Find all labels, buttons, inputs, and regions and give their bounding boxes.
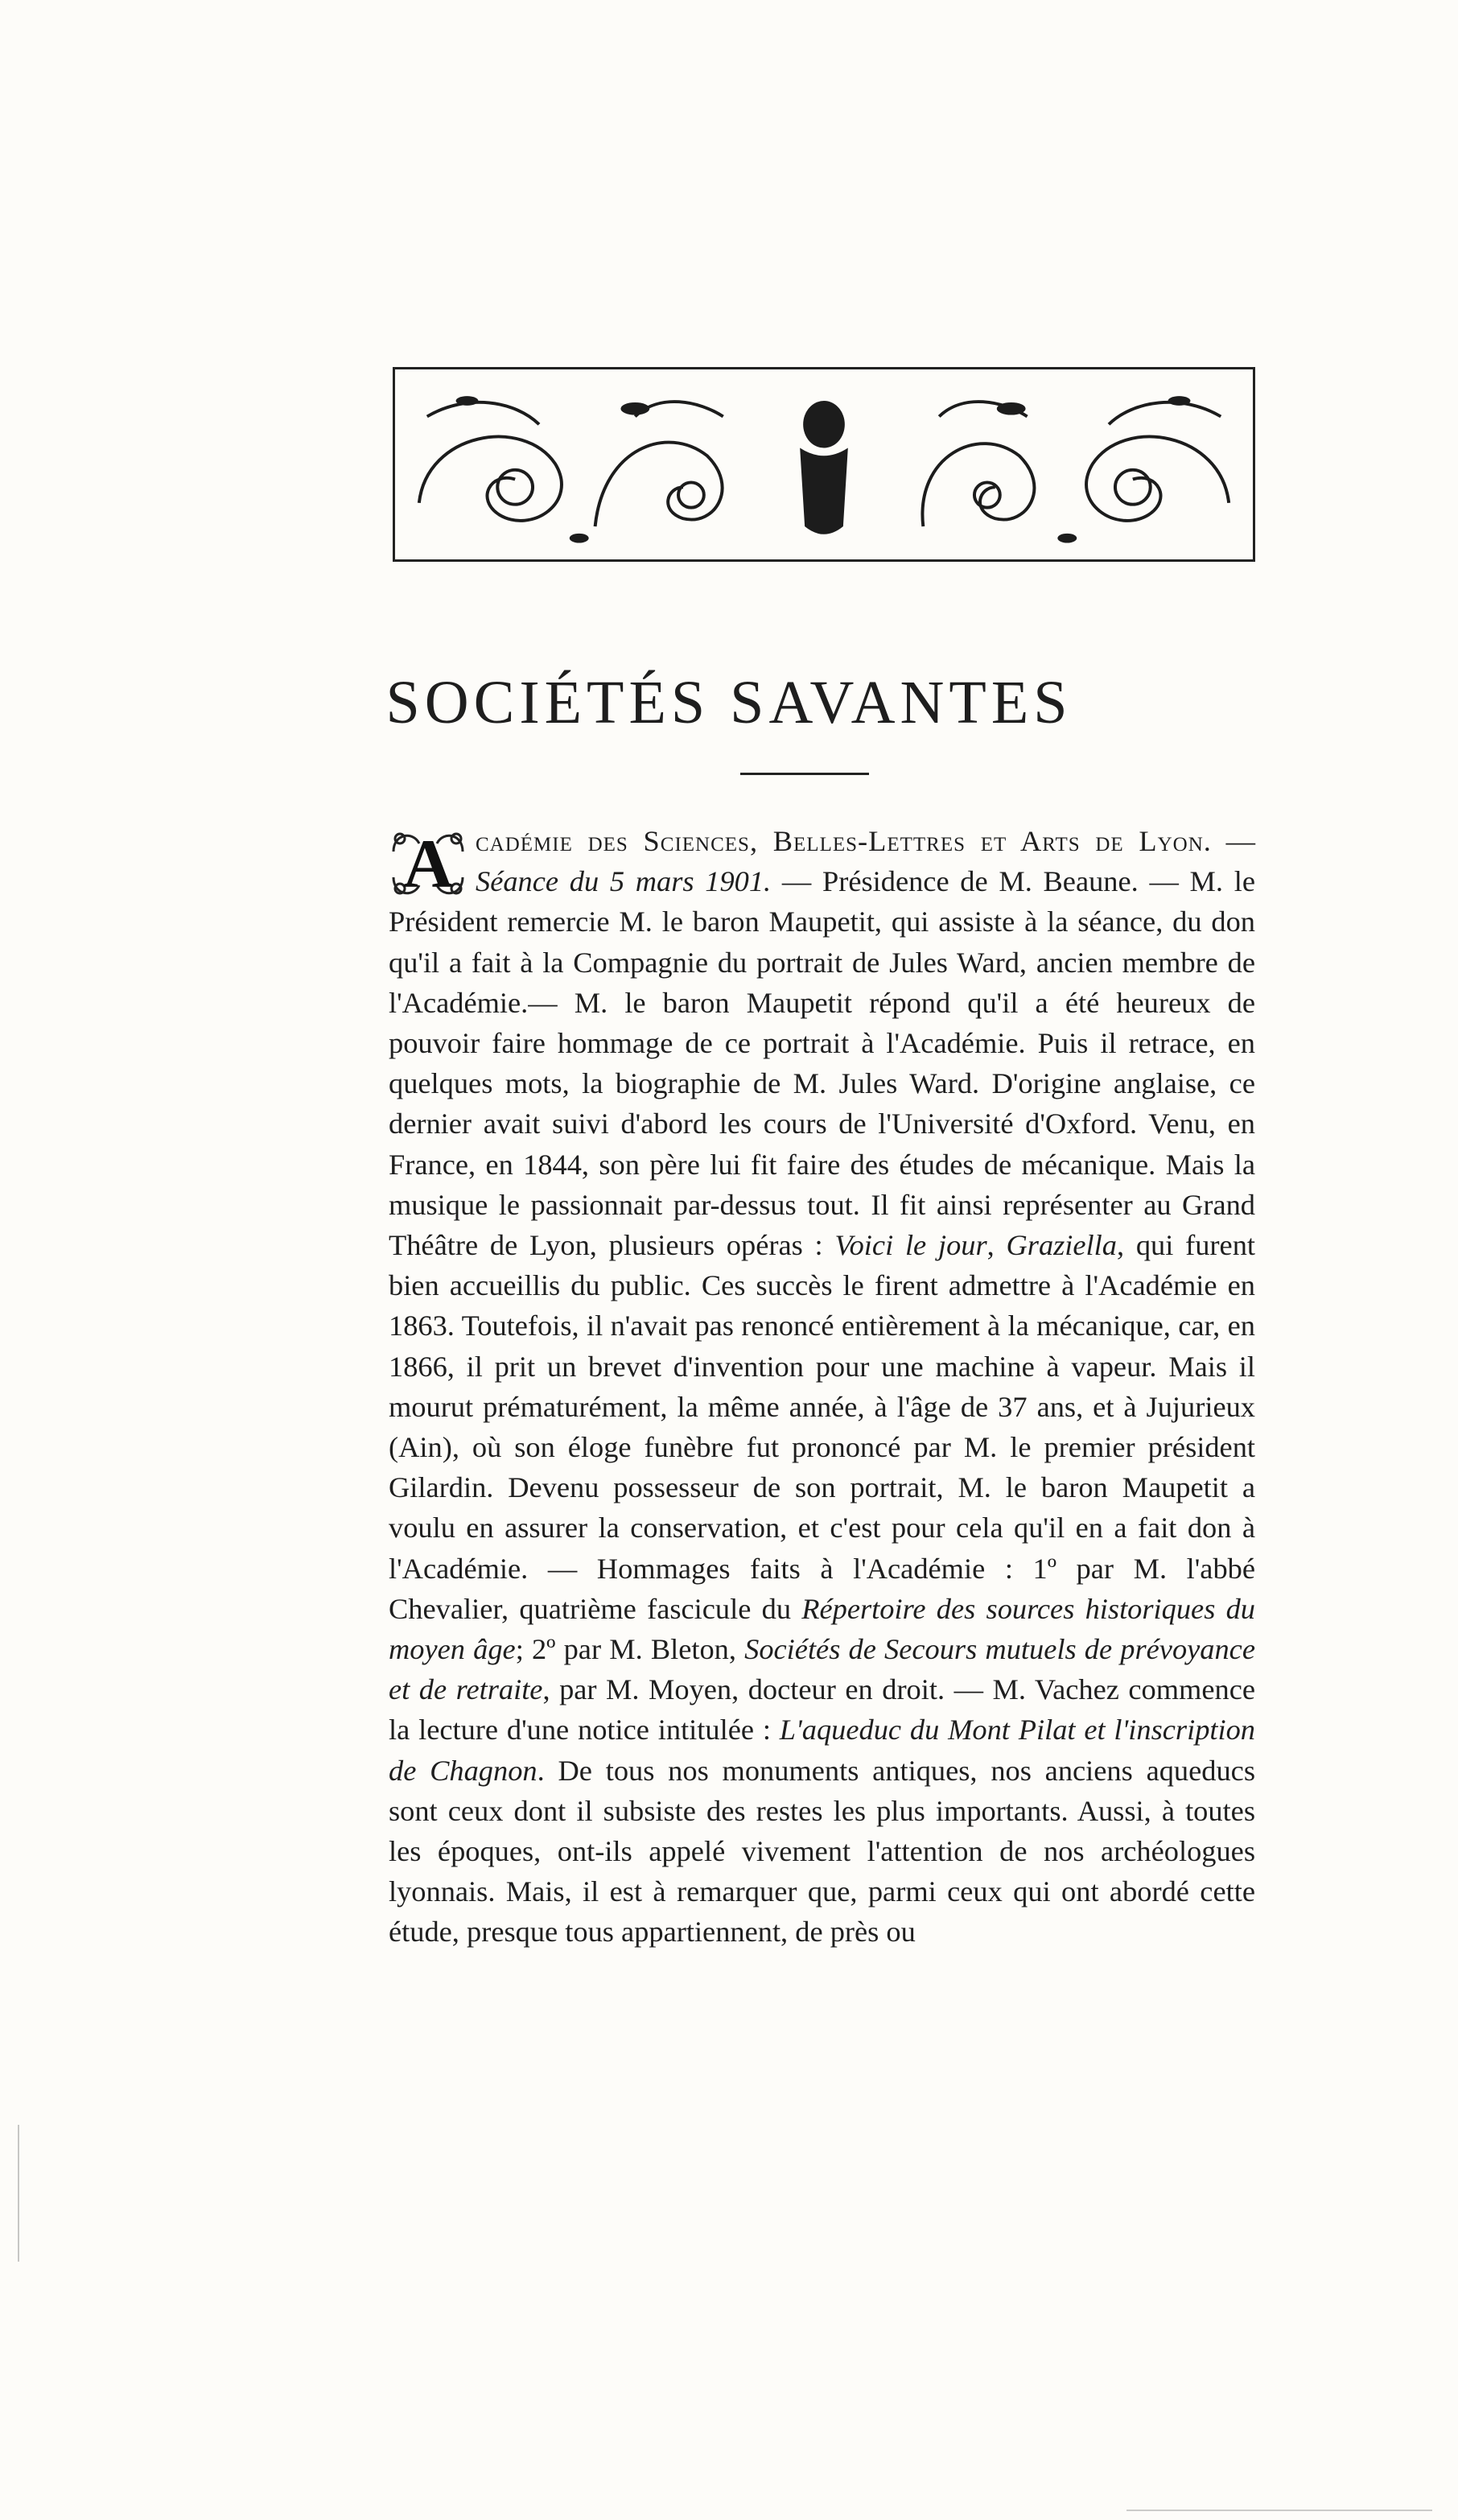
work-title: L'aqueduc du Mont Pilat et l'inscription de Chagnon: [389, 1714, 1256, 1787]
work-title: Sociétés de Secours mutuels de prévoyance et de retraite: [389, 1633, 1255, 1706]
dropcap-letter: A: [402, 825, 454, 902]
body-text-run: , qui furent bien accueillis du public. Ces succès le firent admettre à l'Académie en 1863. Toutefois, il n'avait pas renoncé entièrement à la mécanique, car, en 1866, il prit un brevet d'invention pour une machine à vapeur. Mais il mourut prématurément, la même année, à l'âge de 37 ans, et à Jujurieux (Ain), où son éloge funèbre fut prononcé par M. le premier président Gilardin. Devenu possesseur de son portrait, M. le baron Maupetit a voulu en assurer la conservation, et c'est pour cela qu'il en a fait don à l'Académie. — Hommages faits à l'Académie : 1º par M. l'abbé Chevalier, quatrième fascicule du: [389, 1229, 1255, 1625]
scan-bottom-mark: [1126, 2510, 1432, 2511]
session-date: Séance du 5 mars 1901.: [476, 865, 772, 898]
article-body: [389, 821, 1255, 1953]
dropcap: [389, 827, 467, 900]
work-title: Répertoire des sources historiques du moyen âge: [389, 1592, 1255, 1666]
opera-title: Voici le jour: [834, 1229, 987, 1262]
opera-title: Graziella: [1006, 1229, 1117, 1262]
title-divider: [740, 773, 869, 775]
body-text-run: , par M. Moyen, docteur en droit. — M. Vachez commence la lecture d'une notice intitulée :: [389, 1673, 1255, 1747]
body-text-run: ; 2º par M. Bleton,: [515, 1633, 745, 1666]
body-text-run: —: [1211, 825, 1255, 857]
body-text-run: . De tous nos monuments antiques, nos anciens aqueducs sont ceux dont il subsiste des restes les plus importants. Aussi, à toutes les époques, ont-ils appelé vivement l'attention de nos archéologues lyonnais. Mais, il est à remarquer que, parmi ceux qui ont abordé cette étude, presque tous appartiennent, de près ou: [389, 1754, 1255, 1949]
society-name: cadémie des Sciences, Belles-Lettres et Arts de Lyon.: [476, 825, 1212, 857]
floral-scroll-headpiece-icon: [395, 369, 1253, 559]
body-text-run: — Présidence de M. Beaune. — M. le Président remercie M. le baron Maupetit, qui assiste à la séance, du don qu'il a fait à la Compagnie du portrait de Jules Ward, ancien membre de l'Académie.— M. le baron Maupetit répond qu'il a été heureux de pouvoir faire hommage de ce portrait à l'Académie. Puis il retrace, en quelques mots, la biographie de M. Jules Ward. D'origine anglaise, ce dernier avait suivi d'abord les cours de l'Université d'Oxford. Venu, en France, en 1844, son père lui fit faire des études de mécanique. Mais la musique le passionnait par-dessus tout. Il fit ainsi représenter au Grand Théâtre de Lyon, plusieurs opéras :: [389, 865, 1255, 1262]
body-text-run: ,: [986, 1229, 1007, 1262]
ornamental-headpiece: [393, 367, 1255, 562]
page-title: SOCIÉTÉS SAVANTES: [385, 669, 1073, 736]
scan-edge-mark: [18, 2125, 19, 2262]
